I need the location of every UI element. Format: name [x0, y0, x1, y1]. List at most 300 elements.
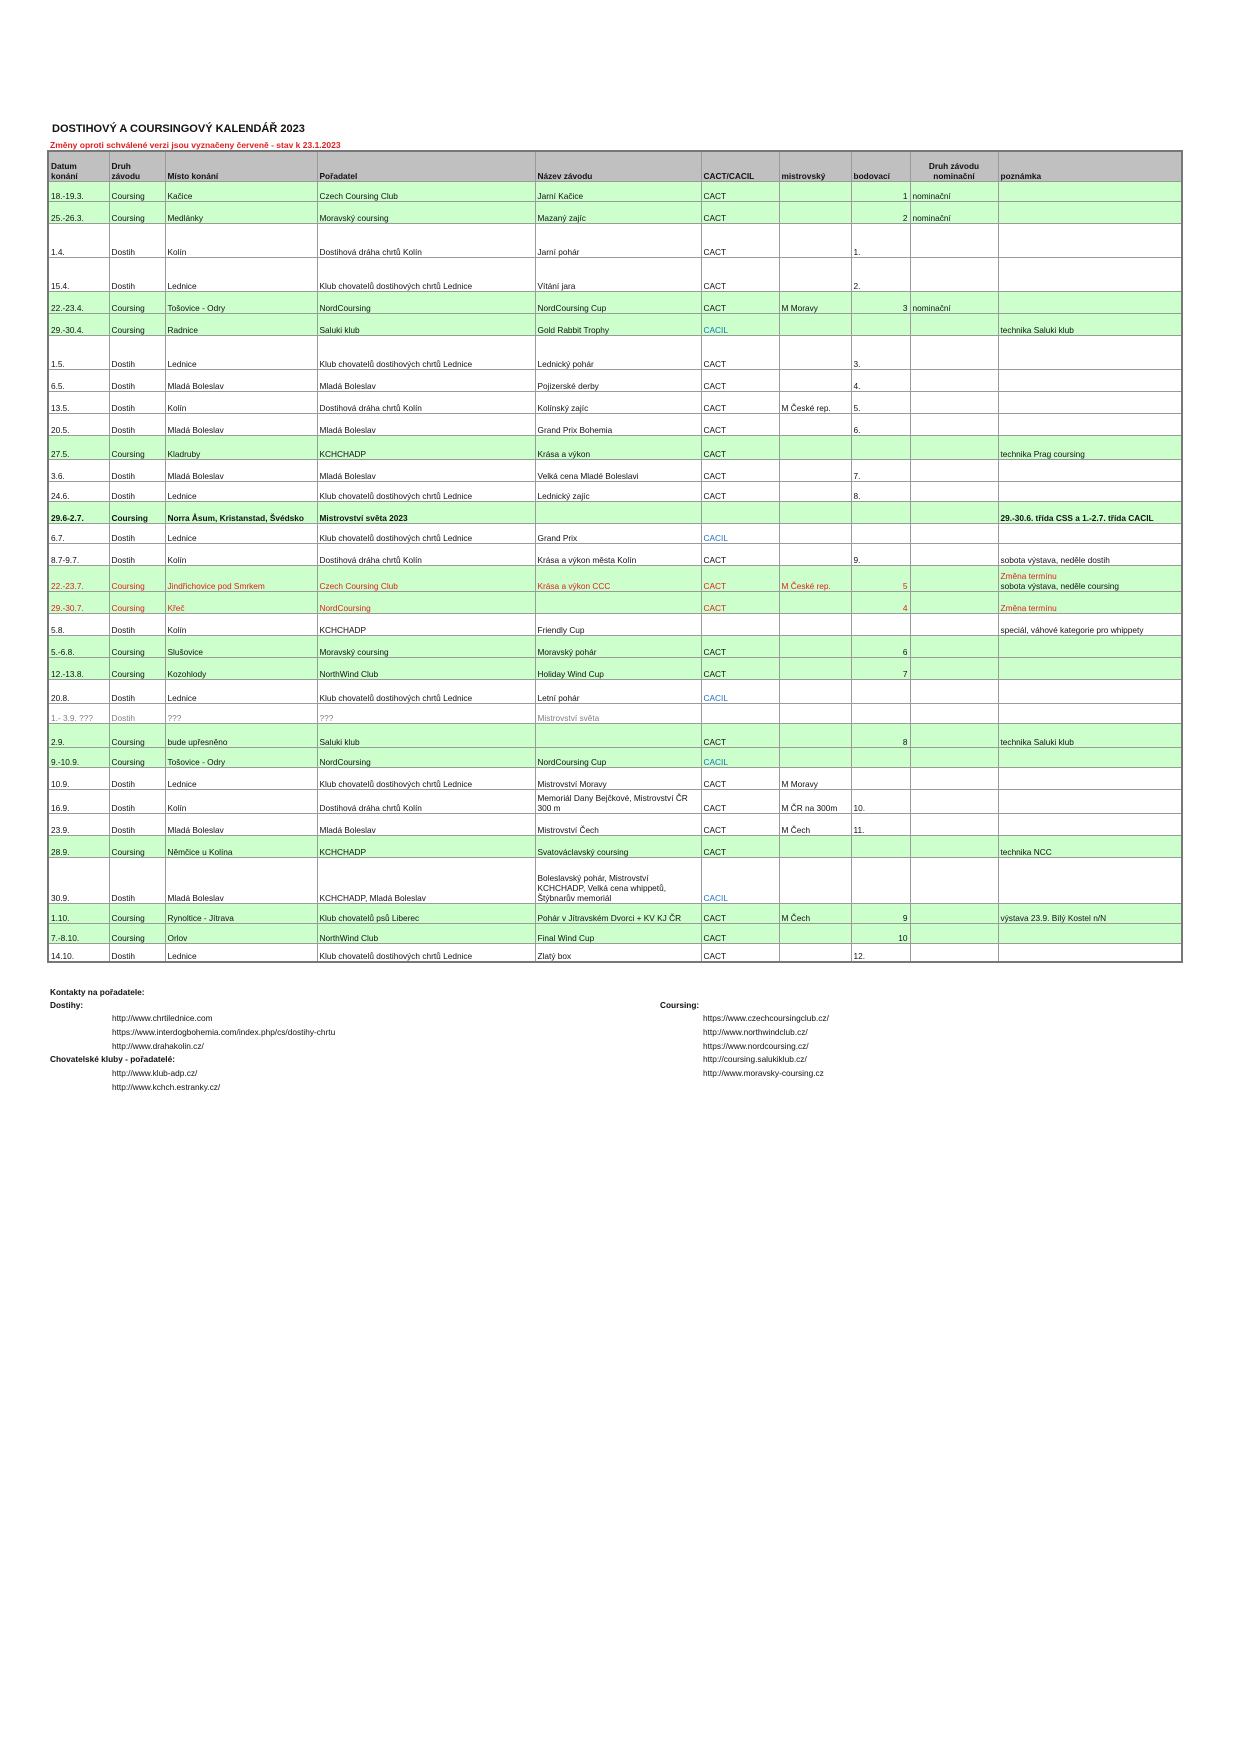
cell-cact: CACT	[701, 544, 779, 566]
cell-misto: Radnice	[165, 314, 317, 336]
cell-nazev: Gold Rabbit Trophy	[535, 314, 701, 336]
cell-bodovaci: 3.	[851, 336, 910, 370]
cell-mistrovsky	[779, 658, 851, 680]
cell-bodovaci: 2.	[851, 258, 910, 292]
cell-cact: CACT	[701, 790, 779, 814]
cell-mistrovsky	[779, 748, 851, 768]
cell-nominacni	[910, 836, 998, 858]
cell-cact: CACT	[701, 182, 779, 202]
cell-poznamka	[998, 790, 1182, 814]
cell-misto: Rynoltice - Jítrava	[165, 904, 317, 924]
cell-druh: Coursing	[109, 836, 165, 858]
cell-nominacni	[910, 592, 998, 614]
cell-cact: CACT	[701, 836, 779, 858]
contact-link[interactable]: http://www.northwindclub.cz/	[703, 1027, 808, 1037]
cell-mistrovsky: M České rep.	[779, 392, 851, 414]
cell-datum: 6.5.	[48, 370, 109, 392]
cell-misto: Tošovice - Odry	[165, 292, 317, 314]
kluby-label: Chovatelské kluby - pořadatelé:	[50, 1054, 175, 1064]
cell-poznamka	[998, 202, 1182, 224]
cell-misto: Křeč	[165, 592, 317, 614]
cell-datum: 24.6.	[48, 482, 109, 502]
cell-nominacni	[910, 224, 998, 258]
cell-cact: CACIL	[701, 680, 779, 704]
cell-poznamka: výstava 23.9. Bílý Kostel n/N	[998, 904, 1182, 924]
cell-cact	[701, 704, 779, 724]
cell-bodovaci: 7.	[851, 460, 910, 482]
cell-druh: Dostih	[109, 814, 165, 836]
cell-datum: 14.10.	[48, 944, 109, 962]
cell-poradatel: Saluki klub	[317, 724, 535, 748]
cell-bodovaci: 12.	[851, 944, 910, 962]
cell-nominacni	[910, 258, 998, 292]
cell-poznamka	[998, 636, 1182, 658]
cell-bodovaci: 7	[851, 658, 910, 680]
cell-mistrovsky: M Čech	[779, 814, 851, 836]
cell-nazev	[535, 502, 701, 524]
cell-poradatel: ???	[317, 704, 535, 724]
cell-misto: Medlánky	[165, 202, 317, 224]
cell-cact: CACT	[701, 460, 779, 482]
cell-mistrovsky	[779, 414, 851, 436]
cell-nominacni	[910, 658, 998, 680]
cell-nazev: Velká cena Mladé Boleslavi	[535, 460, 701, 482]
cell-nazev: Vítání jara	[535, 258, 701, 292]
cell-mistrovsky	[779, 460, 851, 482]
cell-misto: Lednice	[165, 336, 317, 370]
cell-cact: CACT	[701, 482, 779, 502]
cell-cact: CACT	[701, 924, 779, 944]
cell-nominacni	[910, 370, 998, 392]
cell-nazev: Final Wind Cup	[535, 924, 701, 944]
cell-druh: Dostih	[109, 392, 165, 414]
cell-datum: 5.8.	[48, 614, 109, 636]
cell-nominacni	[910, 748, 998, 768]
cell-nazev: Holiday Wind Cup	[535, 658, 701, 680]
cell-datum: 22.-23.4.	[48, 292, 109, 314]
calendar-table	[47, 150, 1183, 963]
cell-nazev: Memoriál Dany Bejčkové, Mistrovství ČR 300 m	[535, 790, 701, 814]
cell-mistrovsky	[779, 836, 851, 858]
cell-nominacni	[910, 924, 998, 944]
cell-poznamka	[998, 258, 1182, 292]
cell-bodovaci	[851, 436, 910, 460]
cell-poznamka	[998, 748, 1182, 768]
cell-druh: Coursing	[109, 182, 165, 202]
cell-bodovaci: 8	[851, 724, 910, 748]
table-row	[48, 314, 1182, 336]
cell-misto: Mladá Boleslav	[165, 858, 317, 904]
cell-cact: CACT	[701, 436, 779, 460]
cell-poznamka: technika Saluki klub	[998, 724, 1182, 748]
cell-poradatel: Klub chovatelů dostihových chrtů Lednice	[317, 482, 535, 502]
cell-poradatel: Mladá Boleslav	[317, 370, 535, 392]
cell-cact	[701, 614, 779, 636]
cell-bodovaci: 6	[851, 636, 910, 658]
cell-nazev: NordCoursing Cup	[535, 748, 701, 768]
header-nazev: Název závodu	[535, 151, 701, 182]
cell-poradatel: Dostihová dráha chrtů Kolín	[317, 392, 535, 414]
cell-nominacni	[910, 502, 998, 524]
cell-mistrovsky: M Čech	[779, 904, 851, 924]
cell-misto: Lednice	[165, 524, 317, 544]
cell-poznamka	[998, 182, 1182, 202]
cell-datum: 27.5.	[48, 436, 109, 460]
cell-nazev: Kolínský zajíc	[535, 392, 701, 414]
table-row	[48, 592, 1182, 614]
table-row	[48, 258, 1182, 292]
cell-nominacni	[910, 680, 998, 704]
cell-druh: Dostih	[109, 680, 165, 704]
cell-druh: Dostih	[109, 370, 165, 392]
cell-nominacni: nominační	[910, 292, 998, 314]
cell-misto: Lednice	[165, 680, 317, 704]
cell-cact	[701, 502, 779, 524]
cell-mistrovsky: M Moravy	[779, 768, 851, 790]
cell-bodovaci	[851, 614, 910, 636]
cell-misto: Mladá Boleslav	[165, 414, 317, 436]
cell-bodovaci	[851, 768, 910, 790]
cell-poradatel: Mladá Boleslav	[317, 460, 535, 482]
cell-bodovaci	[851, 524, 910, 544]
cell-druh: Coursing	[109, 724, 165, 748]
cell-nazev: Pohár v Jítravském Dvorci + KV KJ ČR	[535, 904, 701, 924]
table-row	[48, 724, 1182, 748]
cell-nominacni	[910, 566, 998, 592]
cell-poradatel: Klub chovatelů dostihových chrtů Lednice	[317, 258, 535, 292]
cell-poradatel: NorthWind Club	[317, 924, 535, 944]
cell-bodovaci: 4.	[851, 370, 910, 392]
cell-cact: CACT	[701, 414, 779, 436]
cell-nominacni	[910, 904, 998, 924]
cell-misto: Lednice	[165, 768, 317, 790]
cell-cact: CACT	[701, 814, 779, 836]
cell-datum: 25.-26.3.	[48, 202, 109, 224]
cell-datum: 20.8.	[48, 680, 109, 704]
cell-nazev: Letní pohár	[535, 680, 701, 704]
cell-mistrovsky	[779, 704, 851, 724]
cell-poradatel: Klub chovatelů psů Liberec	[317, 904, 535, 924]
cell-nominacni	[910, 614, 998, 636]
cell-datum: 15.4.	[48, 258, 109, 292]
cell-bodovaci	[851, 748, 910, 768]
dostihy-label: Dostihy:	[50, 1000, 84, 1010]
cell-bodovaci: 1.	[851, 224, 910, 258]
cell-bodovaci: 6.	[851, 414, 910, 436]
table-row	[48, 904, 1182, 924]
cell-bodovaci: 1	[851, 182, 910, 202]
cell-bodovaci: 11.	[851, 814, 910, 836]
table-row	[48, 524, 1182, 544]
cell-cact: CACT	[701, 566, 779, 592]
cell-misto: Lednice	[165, 944, 317, 962]
cell-mistrovsky: M České rep.	[779, 566, 851, 592]
cell-datum: 22.-23.7.	[48, 566, 109, 592]
cell-nazev: Boleslavský pohár, Mistrovství KCHCHADP, Velká cena whippetů, Štýbnarův memoriál	[535, 858, 701, 904]
cell-cact: CACT	[701, 592, 779, 614]
cell-datum: 23.9.	[48, 814, 109, 836]
cell-mistrovsky: M Moravy	[779, 292, 851, 314]
cell-poradatel: Klub chovatelů dostihových chrtů Lednice	[317, 336, 535, 370]
cell-datum: 29.-30.4.	[48, 314, 109, 336]
cell-druh: Coursing	[109, 658, 165, 680]
cell-nominacni	[910, 336, 998, 370]
cell-datum: 8.7-9.7.	[48, 544, 109, 566]
cell-poradatel: Klub chovatelů dostihových chrtů Lednice	[317, 944, 535, 962]
cell-misto: Tošovice - Odry	[165, 748, 317, 768]
cell-poradatel: Klub chovatelů dostihových chrtů Lednice	[317, 680, 535, 704]
cell-druh: Dostih	[109, 768, 165, 790]
table-row	[48, 836, 1182, 858]
cell-nazev: Moravský pohár	[535, 636, 701, 658]
contact-link[interactable]: https://www.czechcoursingclub.cz/	[703, 1013, 829, 1023]
cell-misto: Slušovice	[165, 636, 317, 658]
contact-link[interactable]: http://www.kchch.estranky.cz/	[112, 1082, 221, 1092]
table-row	[48, 790, 1182, 814]
cell-druh: Coursing	[109, 502, 165, 524]
cell-cact: CACT	[701, 944, 779, 962]
cell-poznamka: speciál, váhové kategorie pro whippety	[998, 614, 1182, 636]
cell-nazev: Grand Prix Bohemia	[535, 414, 701, 436]
table-row	[48, 392, 1182, 414]
cell-mistrovsky	[779, 370, 851, 392]
cell-datum: 29.-30.7.	[48, 592, 109, 614]
cell-poznamka	[998, 460, 1182, 482]
cell-mistrovsky	[779, 680, 851, 704]
cell-misto: Kozohlody	[165, 658, 317, 680]
cell-poradatel: KCHCHADP, Mladá Boleslav	[317, 858, 535, 904]
table-row	[48, 414, 1182, 436]
cell-nominacni	[910, 544, 998, 566]
cell-misto: Kolín	[165, 544, 317, 566]
table-row	[48, 182, 1182, 202]
cell-misto: Jindřichovice pod Smrkem	[165, 566, 317, 592]
contact-link[interactable]: http://www.drahakolin.cz/	[112, 1041, 204, 1051]
cell-poznamka	[998, 814, 1182, 836]
cell-misto: Kolín	[165, 224, 317, 258]
cell-datum: 3.6.	[48, 460, 109, 482]
cell-datum: 1.5.	[48, 336, 109, 370]
cell-nazev: Grand Prix	[535, 524, 701, 544]
cell-bodovaci: 3	[851, 292, 910, 314]
cell-nazev: Zlatý box	[535, 944, 701, 962]
table-row	[48, 544, 1182, 566]
cell-mistrovsky	[779, 858, 851, 904]
cell-poradatel: Klub chovatelů dostihových chrtů Lednice	[317, 768, 535, 790]
header-druh: Druh závodu	[109, 151, 165, 182]
cell-nazev: Mistrovství Moravy	[535, 768, 701, 790]
cell-datum: 29.6-2.7.	[48, 502, 109, 524]
cell-nominacni	[910, 704, 998, 724]
table-row	[48, 202, 1182, 224]
cell-poradatel: Czech Coursing Club	[317, 182, 535, 202]
table-row	[48, 460, 1182, 482]
cell-mistrovsky	[779, 436, 851, 460]
cell-nominacni	[910, 636, 998, 658]
cell-druh: Coursing	[109, 592, 165, 614]
table-row	[48, 858, 1182, 904]
cell-mistrovsky	[779, 482, 851, 502]
cell-druh: Dostih	[109, 944, 165, 962]
cell-nazev: Lednický pohár	[535, 336, 701, 370]
cell-poradatel: NordCoursing	[317, 748, 535, 768]
cell-poznamka: technika NCC	[998, 836, 1182, 858]
cell-poznamka	[998, 482, 1182, 502]
cell-nominacni: nominační	[910, 182, 998, 202]
cell-poznamka	[998, 370, 1182, 392]
cell-bodovaci: 10.	[851, 790, 910, 814]
cell-mistrovsky	[779, 502, 851, 524]
cell-poradatel: Klub chovatelů dostihových chrtů Lednice	[317, 524, 535, 544]
cell-cact: CACT	[701, 224, 779, 258]
cell-datum: 9.-10.9.	[48, 748, 109, 768]
cell-nazev: Friendly Cup	[535, 614, 701, 636]
cell-poznamka: Změna termínu	[998, 592, 1182, 614]
cell-poradatel: KCHCHADP	[317, 836, 535, 858]
cell-poznamka: technika Prag coursing	[998, 436, 1182, 460]
cell-datum: 2.9.	[48, 724, 109, 748]
cell-bodovaci: 4	[851, 592, 910, 614]
cell-bodovaci: 8.	[851, 482, 910, 502]
cell-mistrovsky: M ČR na 300m	[779, 790, 851, 814]
contacts-heading: Kontakty na pořadatele:	[50, 987, 145, 997]
cell-nominacni	[910, 314, 998, 336]
cell-datum: 30.9.	[48, 858, 109, 904]
cell-poznamka	[998, 414, 1182, 436]
cell-datum: 18.-19.3.	[48, 182, 109, 202]
cell-poznamka	[998, 392, 1182, 414]
cell-poznamka	[998, 768, 1182, 790]
cell-poradatel: Dostihová dráha chrtů Kolín	[317, 790, 535, 814]
cell-bodovaci	[851, 836, 910, 858]
header-poradatel: Pořadatel	[317, 151, 535, 182]
cell-nazev: Lednický zajíc	[535, 482, 701, 502]
cell-druh: Coursing	[109, 904, 165, 924]
cell-nazev: Krása a výkon města Kolín	[535, 544, 701, 566]
cell-poznamka	[998, 944, 1182, 962]
cell-druh: Coursing	[109, 314, 165, 336]
cell-nominacni: nominační	[910, 202, 998, 224]
cell-cact: CACT	[701, 370, 779, 392]
cell-datum: 1.- 3.9. ???	[48, 704, 109, 724]
cell-druh: Coursing	[109, 636, 165, 658]
cell-datum: 6.7.	[48, 524, 109, 544]
cell-cact: CACIL	[701, 748, 779, 768]
cell-mistrovsky	[779, 314, 851, 336]
cell-nominacni	[910, 524, 998, 544]
cell-misto: Mladá Boleslav	[165, 814, 317, 836]
cell-druh: Dostih	[109, 460, 165, 482]
table-row	[48, 482, 1182, 502]
cell-poradatel: Mladá Boleslav	[317, 414, 535, 436]
cell-bodovaci	[851, 704, 910, 724]
cell-cact: CACT	[701, 392, 779, 414]
cell-misto: Lednice	[165, 258, 317, 292]
cell-misto: Mladá Boleslav	[165, 460, 317, 482]
cell-nominacni	[910, 768, 998, 790]
cell-mistrovsky	[779, 724, 851, 748]
cell-datum: 16.9.	[48, 790, 109, 814]
cell-cact: CACT	[701, 768, 779, 790]
cell-druh: Dostih	[109, 544, 165, 566]
contact-link[interactable]: http://www.klub-adp.cz/	[112, 1068, 198, 1078]
cell-mistrovsky	[779, 524, 851, 544]
cell-druh: Dostih	[109, 414, 165, 436]
cell-nominacni	[910, 414, 998, 436]
cell-bodovaci	[851, 314, 910, 336]
cell-mistrovsky	[779, 944, 851, 962]
cell-misto: bude upřesněno	[165, 724, 317, 748]
cell-cact: CACIL	[701, 314, 779, 336]
cell-misto: Kačice	[165, 182, 317, 202]
cell-nazev: Jarní pohár	[535, 224, 701, 258]
cell-datum: 28.9.	[48, 836, 109, 858]
cell-druh: Dostih	[109, 614, 165, 636]
cell-nominacni	[910, 724, 998, 748]
header-mistrovsky: mistrovský	[779, 151, 851, 182]
contact-link[interactable]: https://www.interdogbohemia.com/index.php/cs/dostihy-chrtu	[112, 1027, 336, 1037]
cell-mistrovsky	[779, 924, 851, 944]
header-bodovaci: bodovací	[851, 151, 910, 182]
cell-datum: 1.4.	[48, 224, 109, 258]
cell-mistrovsky	[779, 636, 851, 658]
cell-cact: CACT	[701, 336, 779, 370]
cell-poznamka	[998, 292, 1182, 314]
cell-misto: Norra Åsum, Kristanstad, Švédsko	[165, 502, 317, 524]
cell-druh: Coursing	[109, 292, 165, 314]
cell-poradatel: Mladá Boleslav	[317, 814, 535, 836]
cell-cact: CACIL	[701, 524, 779, 544]
cell-misto: Němčice u Kolína	[165, 836, 317, 858]
cell-druh: Dostih	[109, 224, 165, 258]
cell-mistrovsky	[779, 202, 851, 224]
cell-poznamka	[998, 924, 1182, 944]
contact-link[interactable]: http://coursing.salukiklub.cz/	[703, 1054, 807, 1064]
cell-bodovaci: 9.	[851, 544, 910, 566]
cell-poradatel: Czech Coursing Club	[317, 566, 535, 592]
header-datum: Datum konání	[48, 151, 109, 182]
cell-datum: 10.9.	[48, 768, 109, 790]
cell-misto: ???	[165, 704, 317, 724]
table-row	[48, 566, 1182, 592]
cell-bodovaci	[851, 680, 910, 704]
cell-nominacni	[910, 460, 998, 482]
cell-bodovaci: 2	[851, 202, 910, 224]
cell-mistrovsky	[779, 224, 851, 258]
cell-poradatel: Moravský coursing	[317, 636, 535, 658]
cell-nazev: Pojizerské derby	[535, 370, 701, 392]
table-row	[48, 502, 1182, 524]
cell-poradatel: Dostihová dráha chrtů Kolín	[317, 224, 535, 258]
table-row	[48, 748, 1182, 768]
contact-link[interactable]: http://www.moravsky-coursing.cz	[703, 1068, 824, 1078]
cell-nominacni	[910, 436, 998, 460]
cell-poznamka	[998, 680, 1182, 704]
cell-bodovaci	[851, 502, 910, 524]
cell-misto: Kolín	[165, 392, 317, 414]
cell-bodovaci: 5	[851, 566, 910, 592]
table-row	[48, 944, 1182, 962]
cell-nazev: Svatováclavský coursing	[535, 836, 701, 858]
cell-poradatel: Mistrovství světa 2023	[317, 502, 535, 524]
cell-mistrovsky	[779, 258, 851, 292]
cell-misto: Mladá Boleslav	[165, 370, 317, 392]
cell-nazev: Krása a výkon	[535, 436, 701, 460]
cell-datum: 7.-8.10.	[48, 924, 109, 944]
cell-cact: CACIL	[701, 858, 779, 904]
contact-link[interactable]: http://www.chrtilednice.com	[112, 1013, 213, 1023]
contact-link[interactable]: https://www.nordcoursing.cz/	[703, 1041, 809, 1051]
